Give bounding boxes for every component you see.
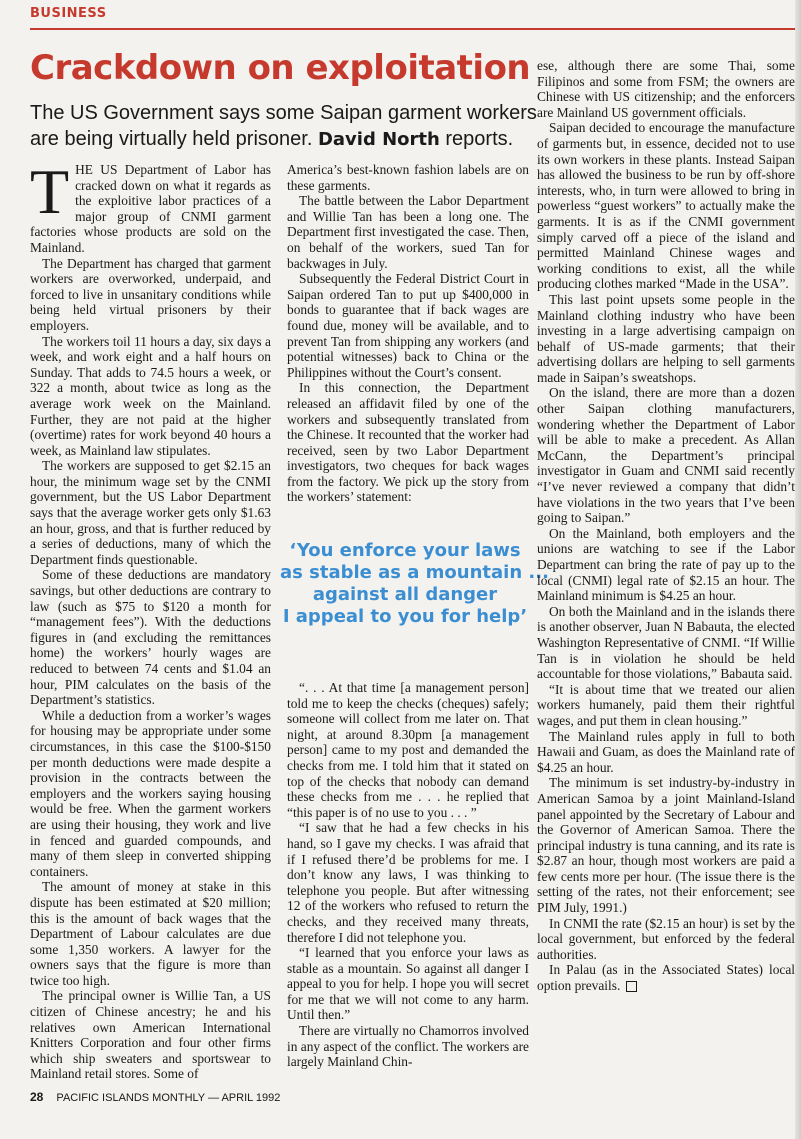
standfirst-suffix: reports.: [445, 128, 514, 150]
paragraph: Saipan decided to encourage the manufacture of garments but, in essence, decided not to use its own workers in these plants. Instead Saipan has allowed the business to be run by off-shore interests, who, in turn were allowed to bring in powerless “guest workers” to actually make the garments. It is as if the CNMI government simply carved off a piece of the island and permitted Mainland Chinese wages and working conditions to exist, all the while producing clothes marked “Made in the USA”.: [537, 120, 795, 292]
byline-author: David North: [317, 129, 440, 150]
standfirst: [30, 100, 540, 153]
paragraph: This last point upsets some people in the Mainland clothing industry who have been investing in a large advertising campaign on behalf of US-made garments; that their advertising dollars are helping to sell garments made in Saipan’s sweatshops.: [537, 291, 795, 385]
paragraph: [537, 962, 795, 993]
paragraph-text: In Palau (as in the Associated States) local option prevails.: [537, 962, 795, 994]
paragraph: “I saw that he had a few checks in his hand, so I gave my checks. I was afraid that if I refused there’d be problems for me. I don’t know any laws, I was thinking to telephone you people. But after witnessing 12 of the workers who refused to return the checks, and they received many threats, therefore I did not telephone you.: [287, 820, 529, 945]
headline: Crackdown on exploitation: [30, 48, 531, 88]
paragraph: On both the Mainland and in the islands there is another observer, Juan N Babauta, the elected Washington Representative of CNMI. “If Willie Tan is in violation he should be held accountable for those violations,” Babauta said.: [537, 603, 795, 682]
pull-quote-line: against all danger: [312, 584, 498, 605]
paragraph: America’s best-known fashion labels are on these garments.: [287, 162, 529, 193]
page-edge: [795, 0, 801, 1139]
paragraph: In CNMI the rate ($2.15 an hour) is set by the local government, but enforced by the federal authorities.: [537, 915, 795, 962]
paragraph: “. . . At that time [a management person] told me to keep the checks (cheques) safely; someone will collect from me later on. That night, at around 8.30pm [a management person] came to my post and demanded the checks from me. I told him that it stated on top of the checks that nobody can demand these checks from me . . . he replied that “this paper is of no use to you . . . ”: [287, 680, 529, 820]
page-footer: [30, 1090, 280, 1104]
paragraph: The workers are supposed to get $2.15 an hour, the minimum wage set by the CNMI government, but the US Labor Department says that the average worker gets only $1.63 an hour, gross, and that is further reduced by a series of deductions, many of which the Department finds questionable.: [30, 458, 271, 567]
paragraph: [30, 156, 271, 256]
paragraph: While a deduction from a worker’s wages for housing may be appropriate under some circumstances, in this case the $100-$150 per month deductions were made despite a provision in the contracts between the employers and the workers saying housing would be free. When the garment workers are using their housing, they work and live in fenced and guarded compounds, and many of them sleep in converted shipping containers.: [30, 707, 271, 879]
paragraph: The battle between the Labor Department and Willie Tan has been a long one. The Department first investigated the case. Then, on behalf of the workers, sued Tan for backwages in July.: [287, 193, 529, 271]
end-mark-icon: [626, 981, 637, 992]
paragraph: Some of these deductions are mandatory savings, but other deductions are contrary to law (such as $75 to $120 a month for “management fees”). With the deductions figures in (and excluding the remittances home) the workers’ hourly wages are reduced to between 74 cents and $1.04 an hour, PIM calculates on the basis of the Department’s statistics.: [30, 567, 271, 708]
paragraph: On the island, there are more than a dozen other Saipan clothing manufacturers, wondering whether the Department of Labor will be able to make a precedent. As Allan McCann, the Department’s principal investigator in Guam and CNMI said recently “I’ve never reviewed a company that didn’t have violations in the two years that I’ve been going to Saipan.”: [537, 385, 795, 526]
paragraph: The Mainland rules apply in full to both Hawaii and Guam, as does the Mainland rate of $4.25 an hour.: [537, 728, 795, 775]
paragraph: “It is about time that we treated our alien workers humanely, paid them their rightful wages, and put them in clean housing.”: [537, 681, 795, 728]
paragraph: The Department has charged that garment workers are overworked, underpaid, and forced to live in unsanitary conditions while being held virtual prisoners by their employers.: [30, 255, 271, 333]
paragraph: Subsequently the Federal District Court in Saipan ordered Tan to put up $400,000 in bonds to guarantee that if back wages are found due, money will be available, and to prevent Tan from shipping any workers (and potential witnesses) back to China or the Philippines without the Court’s consent.: [287, 271, 529, 380]
paragraph: On the Mainland, both employers and the unions are watching to see if the Labor Department can bring the rate of pay up to the local (CNMI) legal rate of $2.15 an hour. The Mainland minimum is $4.25 an hour.: [537, 525, 795, 604]
pull-quote-line: ‘You enforce your laws: [289, 540, 521, 561]
drop-cap: T: [30, 156, 70, 227]
pull-quote: [280, 540, 549, 628]
paragraph: The amount of money at stake in this dispute has been estimated at $20 million; this is the amount of back wages that the Department of Labour calculates are due some 1,350 workers. A lawyer for the owners says that the figure is more than twice too high.: [30, 879, 271, 988]
paragraph: The workers toil 11 hours a day, six days a week, and work eight and a half hours on Sunday. That adds to 74.5 hours a week, or 322 a month, about twice as long as the average work week on the Mainland. Further, they are not paid at the higher (overtime) rates for work beyond 40 hours a week, as Mainland law stipulates.: [30, 333, 271, 458]
paragraph: There are virtually no Chamorros involved in any aspect of the conflict. The workers are largely Mainland Chin-: [287, 1023, 529, 1070]
pull-quote-line: as stable as a mountain ...: [280, 562, 549, 583]
paragraph-text: HE US Department of Labor has cracked down on what it regards as the exploitive labor practices of a major group of CNMI garment factories whose products are sold on the Mainland.: [30, 162, 271, 255]
section-label: BUSINESS: [30, 6, 107, 21]
paragraph: The principal owner is Willie Tan, a US citizen of Chinese ancestry; he and his relatives own American International Knitters Corporation and four other firms which ship sweaters and sportswear to Mainland retail stores. Some of: [30, 988, 271, 1082]
section-rule: [30, 28, 796, 30]
standfirst-text: The US Government says some Saipan garment workers are being virtually held prisoner.: [30, 102, 537, 150]
publication-line: PACIFIC ISLANDS MONTHLY — APRIL 1992: [56, 1092, 281, 1104]
page-number: 28: [30, 1090, 44, 1104]
column-2-bottom: [287, 680, 529, 1070]
column-3: [537, 58, 795, 994]
paragraph: ese, although there are some Thai, some Filipinos and some from FSM; the owners are Chinese with US citizenship; and the enforcers are Mainland US government officials.: [537, 58, 795, 120]
paragraph: In this connection, the Department released an affidavit filed by one of the workers and subsequently translated from the Chinese. It recounted that the worker had received, seen by two Labor Department investigators, two cheques for back wages from the factory. We pick up the story from the workers’ statement:: [287, 380, 529, 505]
paragraph: The minimum is set industry-by-industry in American Samoa by a joint Mainland-Island panel appointed by the Secretary of Labour and the Governor of American Samoa. There the principal industry is tuna canning, and its rate is $2.87 an hour, though most workers are paid a few cents more per hour. (The issue there is the setting of the rates, not their enforcement; see PIM July, 1991.): [537, 775, 795, 916]
column-2-top: [287, 162, 529, 505]
paragraph: “I learned that you enforce your laws as stable as a mountain. So against all danger I appeal to you for help. I hope you will secret for me that we will not come to any harm. Until then.”: [287, 945, 529, 1023]
column-1: [30, 156, 271, 1082]
pull-quote-line: I appeal to you for help’: [282, 606, 528, 627]
